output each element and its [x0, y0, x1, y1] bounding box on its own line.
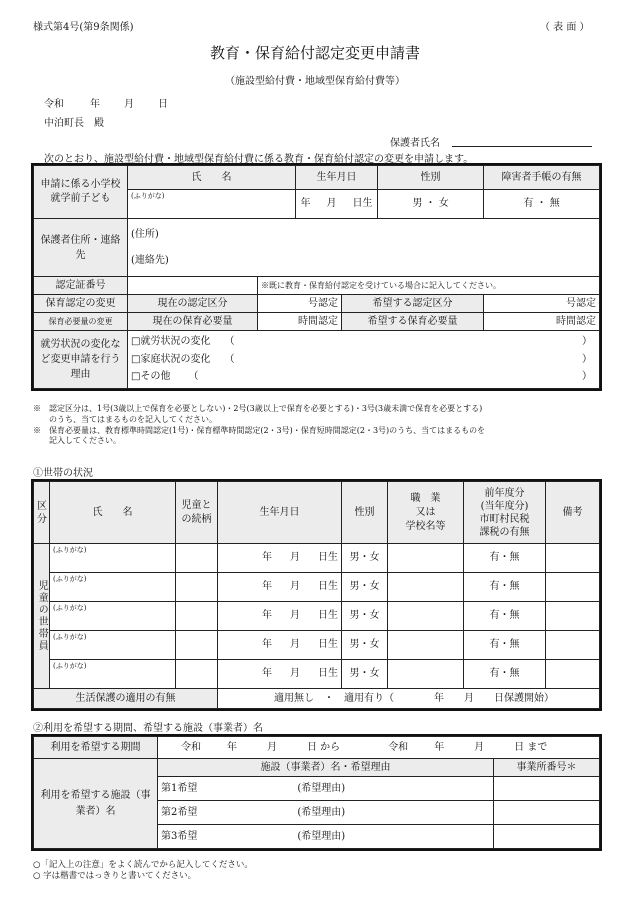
current-need-label: 現在の保育必要量 [128, 313, 258, 331]
row-month: 月 [290, 610, 300, 622]
member-birth-input[interactable] [218, 602, 342, 631]
row-month: 月 [290, 581, 300, 593]
date-era: 令和 [44, 99, 64, 110]
desired-cert-input[interactable]: 号認定 [484, 295, 600, 313]
paren-close: ） [582, 353, 593, 365]
current-need-input[interactable]: 時間認定 [258, 313, 342, 331]
note-line: ※ 認定区分は、1号(3歳以上で保育を必要としない)・2号(3歳以上で保育を必要とする)・3号(3歳未満で保育を必要とする) [33, 404, 483, 413]
member-birth-input[interactable] [218, 660, 342, 689]
member-tax-select[interactable]: 有・無 [464, 544, 546, 573]
furigana-label: (ふりがな) [131, 192, 165, 200]
office-no-input[interactable] [494, 825, 600, 849]
document-title: 教育・保育給付認定変更申請書 [209, 44, 420, 62]
col-tax: 前年度分 (当年度分) 市町村民税 課税の有無 [464, 482, 546, 544]
intro-text: 次のとおり、施設型給付費・地域型保育給付費に係る教育・保育給付認定の変更を申請します。 [44, 154, 474, 165]
note-line: ※ 保育必要量は、教育標準時間認定(1号)・保育標準時間認定(2・3号)・保育短時間認定(2・3号)のうち、当てはまるものを [33, 425, 486, 435]
member-name-input[interactable] [50, 631, 176, 660]
facility-choice-input[interactable] [158, 777, 494, 801]
welfare-label: 生活保護の適用の有無 [34, 689, 218, 709]
col-facility: 施設（事業者）名・希望理由 [158, 759, 494, 777]
date-month: 月 [124, 99, 134, 110]
period-input[interactable] [158, 737, 600, 759]
col-birth: 生年月日 [296, 166, 378, 190]
facility-label: 利用を希望する施設（事業者）名 [34, 759, 158, 849]
choice-label: 第2希望 [161, 806, 198, 818]
guardian-name-label: 保護者氏名 [390, 138, 440, 149]
row-year: 年 [262, 581, 272, 593]
reason-other-label: □その他 [131, 371, 171, 383]
note-line: のうち、当てはまるものを記入してください。 [33, 414, 217, 424]
reason-option-other[interactable] [131, 368, 596, 386]
addressee: 中泊町長 殿 [44, 118, 104, 129]
furigana-label: (ふりがな) [53, 633, 87, 641]
member-tax-select[interactable]: 有・無 [464, 573, 546, 602]
member-birth-input[interactable] [218, 573, 342, 602]
note-line: 記入してください。 [33, 436, 121, 446]
current-cert-input[interactable]: 号認定 [258, 295, 342, 313]
col-kubun: 区分 [34, 482, 50, 544]
member-relation-input[interactable] [176, 573, 218, 602]
cert-no-label: 認定証番号 [34, 277, 128, 295]
member-name-input[interactable] [50, 660, 176, 689]
birth-day: 日生 [352, 198, 373, 210]
member-relation-input[interactable] [176, 544, 218, 573]
paren-open: （ [224, 353, 235, 365]
furigana-label: (ふりがな) [53, 604, 87, 612]
col-job: 職 業 又は 学校名等 [388, 482, 464, 544]
member-birth-input[interactable] [218, 544, 342, 573]
choice-label: 第3希望 [161, 830, 198, 842]
member-name-input[interactable] [50, 602, 176, 631]
member-job-input[interactable] [388, 631, 464, 660]
row-year: 年 [262, 639, 272, 651]
member-sex-select[interactable]: 男・女 [342, 602, 388, 631]
furigana-label: (ふりがな) [53, 546, 87, 554]
member-sex-select[interactable]: 男・女 [342, 660, 388, 689]
facility-table [33, 736, 600, 849]
paren-open: （ [224, 336, 235, 348]
member-tax-select[interactable]: 有・無 [464, 631, 546, 660]
child-label: 申請に係る小学校就学前子ども [34, 166, 128, 219]
member-relation-input[interactable] [176, 631, 218, 660]
household-section-title: ①世帯の状況 [33, 468, 93, 479]
table-row [34, 602, 600, 631]
row-month: 月 [290, 668, 300, 680]
choice-reason-label: (希望理由) [297, 830, 346, 842]
member-relation-input[interactable] [176, 602, 218, 631]
row-day: 日生 [318, 552, 338, 564]
guardian-address-label: 保護者住所・連絡先 [34, 219, 128, 277]
member-job-input[interactable] [388, 573, 464, 602]
member-job-input[interactable] [388, 544, 464, 573]
office-no-input[interactable] [494, 777, 600, 801]
member-job-input[interactable] [388, 602, 464, 631]
choice-reason-label: (希望理由) [297, 782, 346, 794]
paren-close: ） [582, 371, 593, 383]
change-cert-label: 保育認定の変更 [34, 295, 128, 313]
row-month: 月 [290, 552, 300, 564]
member-birth-input[interactable] [218, 631, 342, 660]
row-month: 月 [290, 639, 300, 651]
member-sex-select[interactable]: 男・女 [342, 544, 388, 573]
footer-notes [33, 860, 253, 883]
reason-options [128, 331, 600, 389]
member-tax-select[interactable]: 有・無 [464, 602, 546, 631]
facility-choice-input[interactable] [158, 801, 494, 825]
paren-close: ） [582, 336, 593, 348]
table-row [34, 660, 600, 689]
row-day: 日生 [318, 668, 338, 680]
table-row [34, 573, 600, 602]
household-table [33, 481, 600, 709]
contact-label: (連絡先) [131, 254, 169, 266]
col-member-birth: 生年月日 [218, 482, 342, 544]
welfare-value[interactable]: 適用無し ・ 適用有り（ 年 月 日保護開始） [218, 689, 600, 709]
facility-choice-input[interactable] [158, 825, 494, 849]
child-sex-select[interactable]: 男 ・ 女 [378, 190, 484, 219]
member-remarks-input[interactable] [546, 544, 600, 573]
cert-no-input[interactable] [128, 277, 258, 295]
member-name-input[interactable] [50, 544, 176, 573]
date-year: 年 [90, 99, 100, 110]
col-office-no: 事業所番号＊ [494, 759, 600, 777]
desired-need-label: 希望する保育必要量 [342, 313, 484, 331]
col-relation: 児童との続柄 [176, 482, 218, 544]
member-remarks-input[interactable] [546, 660, 600, 689]
current-cert-label: 現在の認定区分 [128, 295, 258, 313]
row-year: 年 [262, 668, 272, 680]
member-remarks-input[interactable] [546, 573, 600, 602]
col-disability: 障害者手帳の有無 [484, 166, 600, 190]
member-relation-input[interactable] [176, 660, 218, 689]
col-sex: 性別 [378, 166, 484, 190]
choice-label: 第1希望 [161, 782, 198, 794]
date-line [44, 95, 168, 110]
period-from: 年 月 日 から [227, 741, 341, 753]
col-member-name: 氏 名 [50, 482, 176, 544]
choice-reason-label: (希望理由) [297, 806, 346, 818]
member-sex-select[interactable]: 男・女 [342, 573, 388, 602]
furigana-label: (ふりがな) [53, 575, 87, 583]
furigana-label: (ふりがな) [53, 662, 87, 670]
child-birth-input[interactable] [296, 190, 378, 219]
member-job-input[interactable] [388, 660, 464, 689]
birth-year: 年 [300, 198, 311, 210]
cert-no-note: ※既に教育・保育給付認定を受けている場合に記入してください。 [258, 277, 600, 295]
member-sex-select[interactable]: 男・女 [342, 631, 388, 660]
row-year: 年 [262, 610, 272, 622]
row-day: 日生 [318, 639, 338, 651]
footer-line: ○ 字は楷書ではっきりと書いてください。 [33, 871, 197, 882]
birth-month: 月 [326, 198, 337, 210]
desired-need-input[interactable]: 時間認定 [484, 313, 600, 331]
applicant-table [33, 165, 600, 389]
member-label-text: 児童の世帯員 [36, 580, 48, 652]
member-tax-select[interactable]: 有・無 [464, 660, 546, 689]
row-year: 年 [262, 552, 272, 564]
office-no-input[interactable] [494, 801, 600, 825]
col-remarks: 備考 [546, 482, 600, 544]
disability-select[interactable]: 有 ・ 無 [484, 190, 600, 219]
member-remarks-input[interactable] [546, 631, 600, 660]
facility-section-title: ②利用を希望する期間、希望する施設（事業者）名 [33, 723, 263, 734]
document-subtitle: （施設型給付費・地域型保育給付費等） [225, 76, 405, 87]
period-from-era: 令和 [181, 741, 201, 753]
member-label [34, 544, 50, 689]
address-label: (住所) [131, 228, 159, 240]
row-day: 日生 [318, 610, 338, 622]
member-name-input[interactable] [50, 573, 176, 602]
table-row [34, 631, 600, 660]
reason-option-family[interactable] [131, 351, 596, 369]
desired-cert-label: 希望する認定区分 [342, 295, 484, 313]
footer-line: ○「記入上の注意」をよく読んでから記入してください。 [33, 860, 253, 870]
page-side-label: （ 表 面 ） [540, 22, 590, 33]
notes-block [33, 404, 485, 447]
member-remarks-input[interactable] [546, 602, 600, 631]
reason-work-label: □就労状況の変化 [131, 336, 211, 348]
col-member-sex: 性別 [342, 482, 388, 544]
reason-family-label: □家庭状況の変化 [131, 353, 211, 365]
guardian-address-input[interactable] [128, 219, 600, 277]
form-number: 様式第4号(第9条関係) [33, 22, 134, 33]
change-need-label: 保育必要量の変更 [34, 313, 128, 331]
reason-option-work[interactable] [131, 333, 596, 351]
child-name-input[interactable] [128, 190, 296, 219]
col-name: 氏 名 [128, 166, 296, 190]
paren-open: （ [188, 371, 199, 383]
guardian-name-input[interactable] [452, 146, 592, 147]
period-label: 利用を希望する期間 [34, 737, 158, 759]
date-day: 日 [158, 99, 168, 110]
table-row [34, 544, 600, 573]
period-to: 年 月 日 まで [434, 741, 548, 753]
period-to-era: 令和 [388, 741, 409, 753]
reason-label: 就労状況の変化など変更申請を行う理由 [34, 331, 128, 389]
row-day: 日生 [318, 581, 338, 593]
